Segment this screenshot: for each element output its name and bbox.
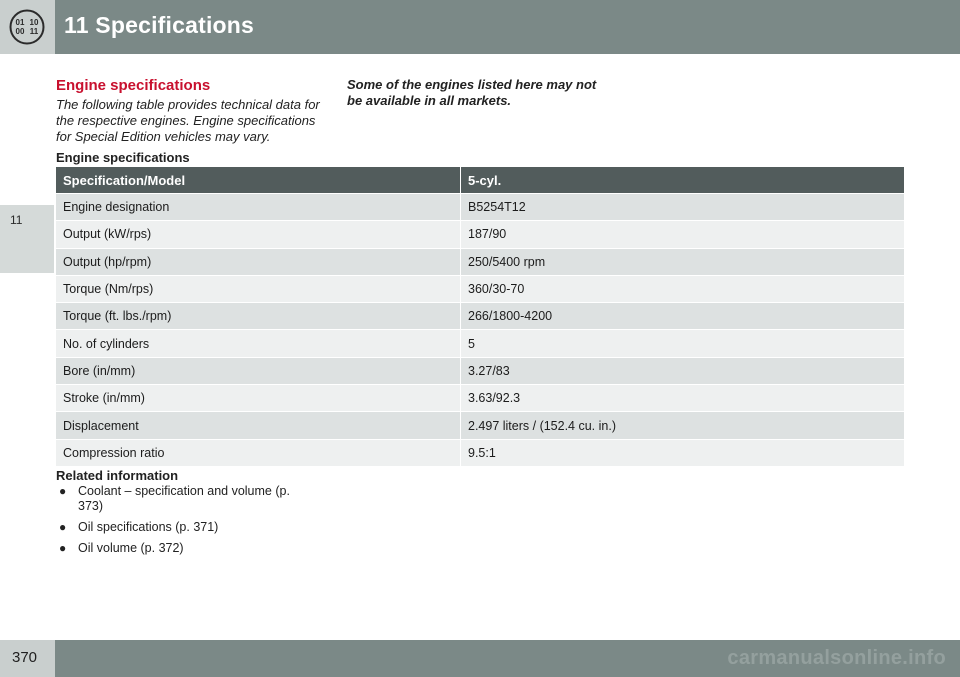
bullet-icon: ● <box>59 484 67 498</box>
spec-name-cell: Output (kW/rps) <box>56 221 461 247</box>
spec-value-cell: 266/1800-4200 <box>468 309 553 324</box>
table-row <box>56 330 904 357</box>
spec-name-cell: Engine designation <box>56 194 461 220</box>
spec-value-cell: 250/5400 rpm <box>468 254 546 269</box>
column-header-spec: Specification/Model <box>56 167 461 193</box>
table-row <box>56 194 904 221</box>
spec-value-cell: 3.63/92.3 <box>468 391 521 406</box>
spec-name-cell: Output (hp/rpm) <box>56 249 461 275</box>
spec-value-cell: 5 <box>468 336 475 351</box>
section-title: Engine specifications <box>56 77 211 94</box>
table-row <box>56 221 904 248</box>
table-header-row <box>56 167 904 194</box>
bullet-icon: ● <box>59 520 67 534</box>
engine-spec-table <box>56 167 904 467</box>
market-note: Some of the engines listed here may not be available in all markets. <box>347 77 597 108</box>
gauge-numbers-icon <box>9 9 45 45</box>
spec-value-cell: 187/90 <box>468 227 507 242</box>
spec-name-cell: Torque (ft. lbs./rpm) <box>56 303 461 329</box>
table-row <box>56 412 904 439</box>
page-number: 370 <box>12 649 38 666</box>
related-info-list <box>56 484 316 562</box>
spec-value-cell: 2.497 liters / (152.4 cu. in.) <box>468 418 616 433</box>
spec-name-cell: Bore (in/mm) <box>56 358 461 384</box>
table-row <box>56 385 904 412</box>
related-link-text: Oil volume (p. 372) <box>78 541 184 555</box>
page-footer <box>0 640 960 677</box>
related-link-oil-volume[interactable] <box>56 541 316 556</box>
spec-name-cell: Stroke (in/mm) <box>56 385 461 411</box>
icon-digit-4: 11 <box>29 27 39 36</box>
watermark-text: carmanualsonline.info <box>727 647 946 669</box>
related-link-text: Coolant – specification and volume (p. 373) <box>78 484 290 513</box>
table-row <box>56 440 904 467</box>
icon-digit-2: 10 <box>29 18 39 27</box>
table-row <box>56 303 904 330</box>
page-number-box <box>0 640 55 677</box>
spec-name-cell: Torque (Nm/rps) <box>56 276 461 302</box>
icon-digit-1: 01 <box>15 18 25 27</box>
header-icon-box <box>0 0 55 54</box>
bullet-icon: ● <box>59 541 67 555</box>
table-row <box>56 249 904 276</box>
spec-value-cell: B5254T12 <box>468 200 526 215</box>
spec-name-cell: Compression ratio <box>56 440 461 466</box>
table-row <box>56 276 904 303</box>
related-info-title: Related information <box>56 468 179 483</box>
related-link-text: Oil specifications (p. 371) <box>78 520 219 534</box>
page-header <box>0 0 960 54</box>
chapter-title: 11 Specifications <box>64 12 255 38</box>
column-header-model: 5-cyl. <box>468 172 502 188</box>
spec-name-cell: Displacement <box>56 412 461 438</box>
spec-value-cell: 360/30-70 <box>468 282 525 297</box>
table-caption: Engine specifications <box>56 150 190 165</box>
spec-value-cell: 9.5:1 <box>468 445 496 460</box>
icon-digit-3: 00 <box>15 27 25 36</box>
related-link-oil-specifications[interactable] <box>56 520 316 535</box>
intro-text: The following table provides technical data for the respective engines. Engine specifications for Special Edition vehicles may vary. <box>56 97 320 144</box>
spec-name-cell: No. of cylinders <box>56 330 461 356</box>
table-row <box>56 358 904 385</box>
chapter-number: 11 <box>10 213 23 227</box>
chapter-side-tab <box>0 205 54 273</box>
spec-value-cell: 3.27/83 <box>468 363 510 378</box>
related-link-coolant[interactable] <box>56 484 316 514</box>
